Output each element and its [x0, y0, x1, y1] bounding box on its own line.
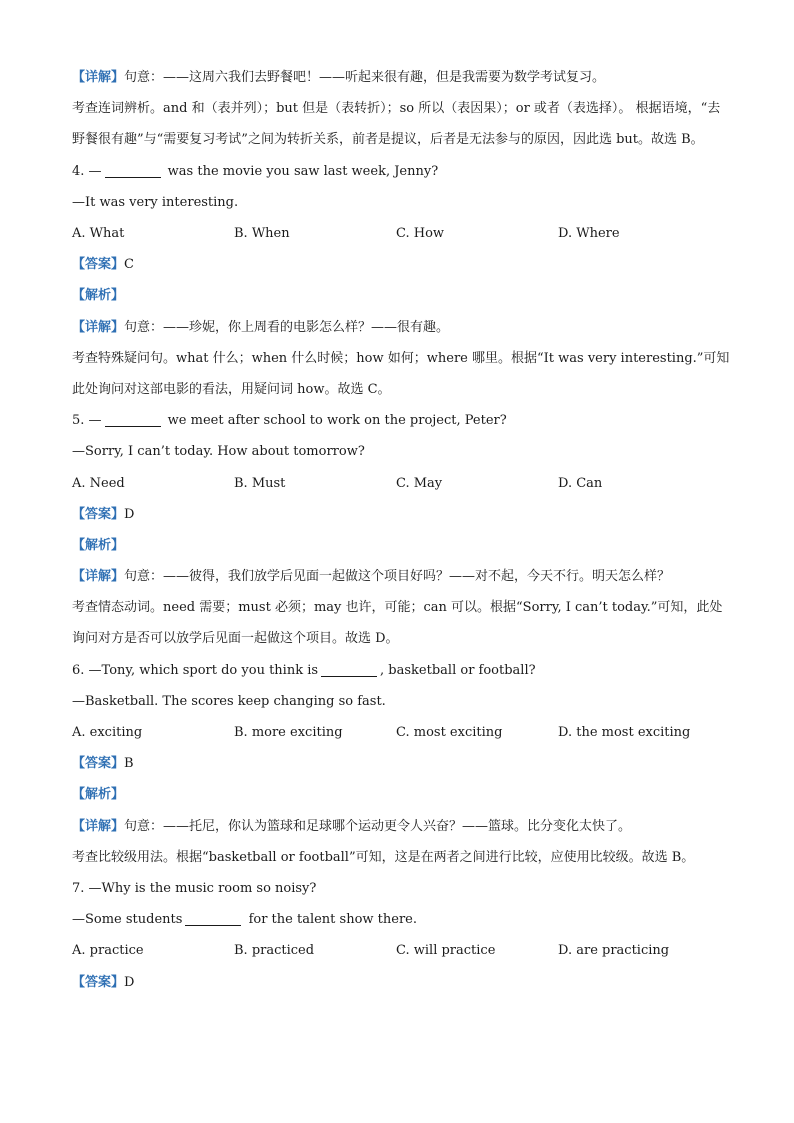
detail-text: 句意：——这周六我们去野餐吧！——听起来很有趣，但是我需要为数学考试复习。	[124, 70, 606, 85]
options-row-6	[72, 717, 732, 748]
options-row-5	[72, 468, 732, 499]
option-d: D. the most exciting	[558, 725, 691, 741]
question-reply-5: —Sorry, I can’t today. How about tomorrow?	[72, 444, 365, 460]
analysis-line-5	[72, 530, 732, 561]
answer-tag: 【答案】	[72, 506, 125, 522]
answer-tag: 【答案】	[72, 257, 125, 273]
answer-value: B	[124, 756, 134, 772]
explanation-6: 考查比较级用法。根据“basketball or football”可知，这是在两者之间进行比较，应使用比较级。故选 B。	[72, 849, 695, 865]
answer-blank	[105, 412, 161, 427]
q3-detail-line	[72, 62, 732, 93]
answer-blank	[105, 163, 161, 178]
analysis-tag: 【解析】	[72, 537, 125, 553]
detail-tag: 【详解】	[72, 569, 125, 585]
q3-explanation: 考查连词辨析。and 和（表并列）；but 但是（表转折）；so 所以（表因果）；or 或者（表选择）。 根据语境，“去野餐很有趣”与“需要复习考试”之间为转折关系，前者是提议，后者是无法参与的原因，因此选 but。故选 B。	[72, 101, 721, 148]
detail-text: 句意：——彼得，我们放学后见面一起做这个项目好吗？——对不起，今天不行。明天怎么样？	[124, 569, 671, 585]
answer-line-6	[72, 748, 732, 779]
option-b: B. more exciting	[234, 725, 343, 741]
option-c: C. most exciting	[396, 725, 503, 741]
options-row-7	[72, 935, 732, 966]
detail-tag: 【详解】	[72, 70, 125, 85]
answer-line-7	[72, 967, 732, 998]
document-page	[72, 62, 732, 998]
detail-text: 句意：——托尼，你认为篮球和足球哪个运动更令人兴奋？——篮球。比分变化太快了。	[124, 818, 632, 834]
answer-value: D	[124, 506, 135, 522]
option-a: A. exciting	[72, 725, 143, 741]
detail-line-4	[72, 312, 732, 343]
question-reply-7: —Some students for the talent show there.	[72, 912, 417, 928]
option-b: B. practiced	[234, 943, 315, 959]
detail-text: 句意：——珍妮，你上周看的电影怎么样？——很有趣。	[124, 319, 450, 335]
option-c: C. How	[396, 225, 445, 241]
answer-tag: 【答案】	[72, 756, 125, 772]
analysis-line-6	[72, 779, 732, 810]
option-c: C. will practice	[396, 943, 496, 959]
answer-value: D	[124, 974, 135, 990]
explanation-5: 考查情态动词。need 需要；must 必须；may 也许，可能；can 可以。根据“Sorry, I can’t today.”可知，此处询问对方是否可以放学后见面一起做这个项目。故选 D。	[72, 600, 723, 647]
question-stem-7: 7. —Why is the music room so noisy?	[72, 880, 317, 896]
option-b: B. When	[234, 225, 290, 241]
option-c: C. May	[396, 475, 443, 491]
detail-line-6	[72, 811, 732, 842]
analysis-line-4	[72, 280, 732, 311]
question-reply-4: —It was very interesting.	[72, 194, 239, 210]
option-a: A. What	[72, 225, 125, 241]
detail-tag: 【详解】	[72, 319, 125, 335]
answer-blank	[321, 662, 377, 677]
analysis-tag: 【解析】	[72, 787, 125, 803]
option-d: D. Can	[558, 475, 603, 491]
analysis-tag: 【解析】	[72, 288, 125, 304]
question-stem-5: 5. — we meet after school to work on the project, Peter?	[72, 413, 507, 429]
answer-line-4	[72, 249, 732, 280]
option-d: D. are practicing	[558, 943, 670, 959]
answer-blank	[185, 911, 241, 926]
option-b: B. Must	[234, 475, 286, 491]
answer-line-5	[72, 499, 732, 530]
question-stem-4: 4. — was the movie you saw last week, Jenny?	[72, 163, 439, 179]
answer-value: C	[124, 257, 134, 273]
answer-tag: 【答案】	[72, 974, 125, 990]
question-reply-6: —Basketball. The scores keep changing so fast.	[72, 693, 386, 709]
question-stem-6: 6. —Tony, which sport do you think is , basketball or football?	[72, 662, 536, 678]
option-a: A. Need	[72, 475, 125, 491]
explanation-4: 考查特殊疑问句。what 什么；when 什么时候；how 如何；where 哪里。根据“It was very interesting.”可知此处询问对这部电影的看法，用疑问词 how。故选 C。	[72, 350, 730, 397]
option-a: A. practice	[72, 943, 144, 959]
options-row-4	[72, 218, 732, 249]
option-d: D. Where	[558, 225, 620, 241]
detail-line-5	[72, 561, 732, 592]
detail-tag: 【详解】	[72, 818, 125, 834]
